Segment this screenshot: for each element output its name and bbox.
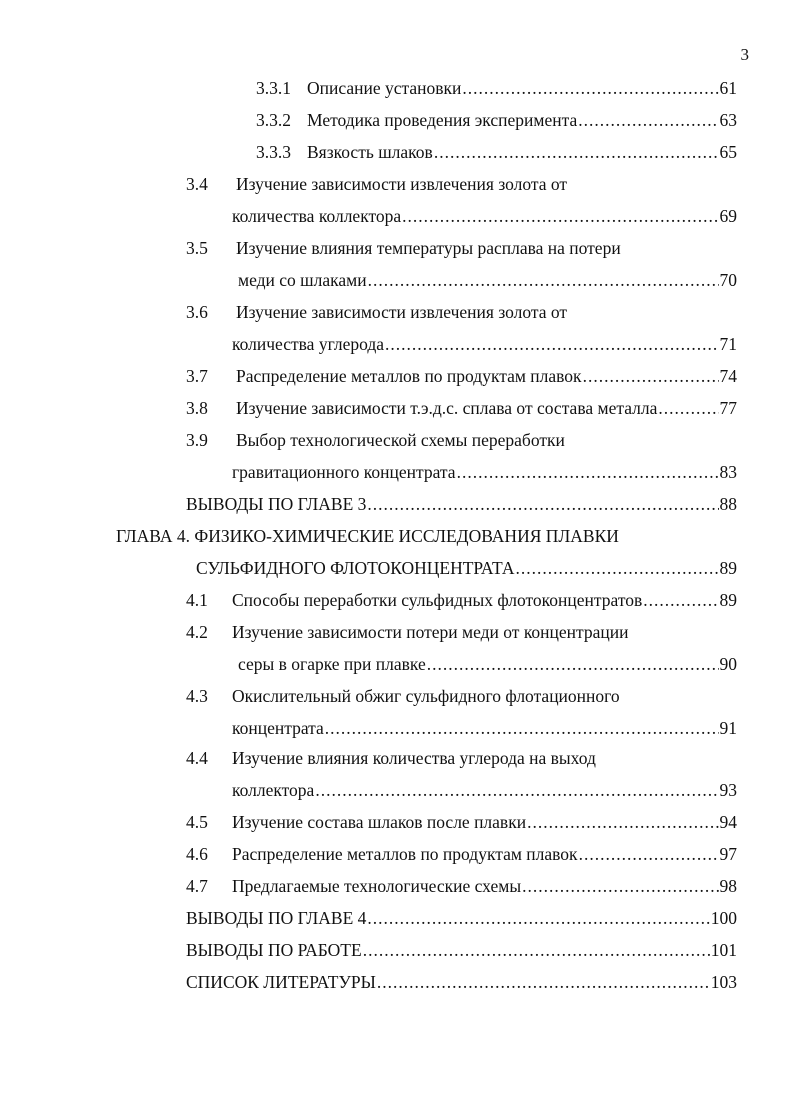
toc-entry [232,809,737,835]
toc-title: Методика проведения эксперимента [307,110,578,130]
toc-entry [232,777,737,803]
toc-title: Предлагаемые технологические схемы [232,876,522,896]
toc-entry [232,873,737,899]
toc-title: Изучение зависимости потери меди от концентрации [232,622,629,642]
dot-leader [363,937,710,963]
dot-leader [658,395,718,421]
chapter-title-continuation: СУЛЬФИДНОГО ФЛОТОКОНЦЕНТРАТА [196,558,515,578]
toc-entry [186,937,737,963]
dot-leader [515,555,718,581]
toc-title-continuation: меди со шлаками [238,270,367,290]
dot-leader [457,459,719,485]
toc-page: 94 [719,812,737,832]
toc-page: 103 [710,972,737,992]
toc-number: 4.5 [186,812,208,832]
toc-entry [196,555,737,581]
toc-number: 3.3.3 [256,142,291,162]
toc-title: Изучение влияния температуры расплава на потери [236,238,621,258]
toc-title: Изучение влияния количества углерода на выход [232,748,596,768]
toc-page: 63 [719,110,737,130]
toc-number: 3.8 [186,398,208,418]
chapter-title: ГЛАВА 4. ФИЗИКО-ХИМИЧЕСКИЕ ИССЛЕДОВАНИЯ ПЛАВКИ [116,526,619,546]
toc-page: 100 [710,908,737,928]
toc-title: Вязкость шлаков [307,142,433,162]
toc-entry [238,651,737,677]
toc-page: 70 [719,270,737,290]
toc-title: ВЫВОДЫ ПО ГЛАВЕ 4 [186,908,367,928]
dot-leader [643,587,718,613]
toc-title: Распределение металлов по продуктам плавок [232,844,578,864]
toc-entry [186,969,737,995]
toc-entry [186,491,737,517]
dot-leader [427,651,719,677]
toc-entry [236,395,737,421]
toc-number: 3.6 [186,302,208,322]
toc-title-continuation: количества углерода [232,334,385,354]
toc-entry [307,75,737,101]
toc-page: 88 [719,494,737,514]
toc-title-continuation: количества коллектора [232,206,402,226]
toc-page: 90 [719,654,737,674]
toc-number: 4.4 [186,748,208,768]
toc-page: 77 [719,398,737,418]
dot-leader [527,809,718,835]
toc-number: 3.9 [186,430,208,450]
toc-page: 69 [719,206,737,226]
toc-title: Изучение зависимости извлечения золота от [236,302,568,322]
toc-number: 3.5 [186,238,208,258]
toc-page: 89 [719,558,737,578]
toc-title: Изучение состава шлаков после плавки [232,812,527,832]
toc-page: 61 [719,78,737,98]
toc-entry [238,267,737,293]
toc-page: 83 [719,462,737,482]
toc-entry [232,459,737,485]
toc-entry [307,139,737,165]
toc-number: 3.3.1 [256,78,291,98]
toc-number: 4.3 [186,686,208,706]
toc-page: 98 [719,876,737,896]
dot-leader [434,139,719,165]
toc-entry [232,587,737,613]
dot-leader [462,75,718,101]
page-number: 3 [740,45,749,64]
toc-number: 4.7 [186,876,208,896]
toc-page: 89 [719,590,737,610]
toc-entry [232,203,737,229]
toc-title: СПИСОК ЛИТЕРАТУРЫ [186,972,376,992]
toc-page: 101 [710,940,737,960]
toc-entry [232,841,737,867]
toc-title-continuation: коллектора [232,780,315,800]
dot-leader [315,777,718,803]
toc-number: 4.6 [186,844,208,864]
toc-number: 3.7 [186,366,208,386]
toc-entry [232,715,737,741]
dot-leader [377,969,710,995]
toc-page: 91 [719,718,737,738]
toc-entry [307,107,737,133]
dot-leader [367,905,709,931]
toc-page: 97 [719,844,737,864]
toc-title: Окислительный обжиг сульфидного флотационного [232,686,620,706]
toc-page: 65 [719,142,737,162]
toc-number: 4.2 [186,622,208,642]
dot-leader [367,491,718,517]
toc-title: Способы переработки сульфидных флотоконцентратов [232,590,643,610]
toc-page: 71 [719,334,737,354]
toc-title-continuation: гравитационного концентрата [232,462,456,482]
dot-leader [578,107,718,133]
toc-entry [186,905,737,931]
toc-page: 93 [719,780,737,800]
toc-title: ВЫВОДЫ ПО РАБОТЕ [186,940,362,960]
toc-title: Выбор технологической схемы переработки [236,430,565,450]
toc-title: Изучение зависимости т.э.д.с. сплава от состава металла [236,398,658,418]
dot-leader [368,267,719,293]
dot-leader [522,873,718,899]
toc-title-continuation: серы в огарке при плавке [238,654,426,674]
toc-entry [236,363,737,389]
toc-title: Изучение зависимости извлечения золота от [236,174,568,194]
dot-leader [402,203,718,229]
toc-title-continuation: концентрата [232,718,324,738]
dot-leader [325,715,719,741]
dot-leader [579,841,719,867]
toc-page: 74 [719,366,737,386]
toc-number: 3.4 [186,174,208,194]
toc-title: Распределение металлов по продуктам плавок [236,366,582,386]
toc-number: 3.3.2 [256,110,291,130]
toc-title: Описание установки [307,78,462,98]
dot-leader [385,331,718,357]
toc-entry [232,331,737,357]
toc-number: 4.1 [186,590,208,610]
toc-title: ВЫВОДЫ ПО ГЛАВЕ 3 [186,494,367,514]
dot-leader [583,363,719,389]
